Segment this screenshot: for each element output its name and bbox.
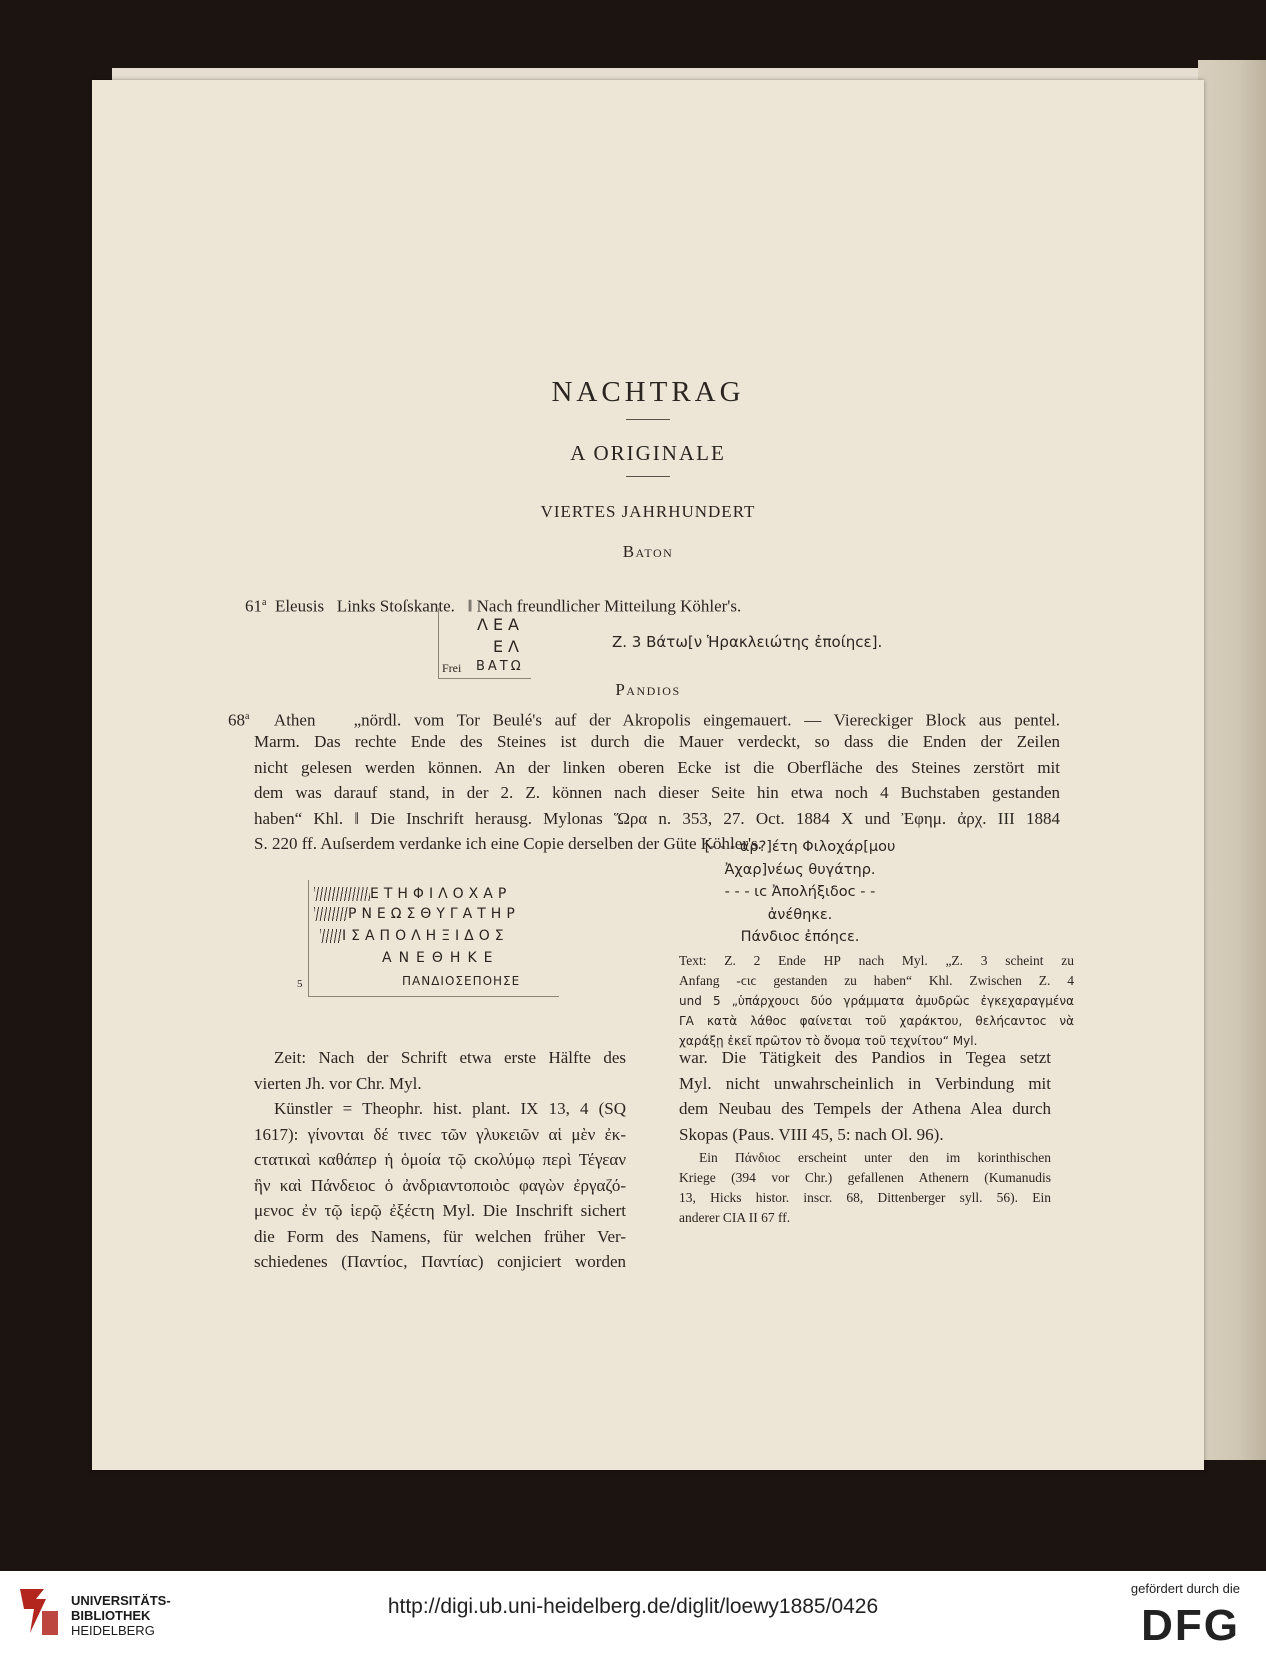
entry-line: Eleusis Links Stoſskante. ‖ Nach freundlicher Mitteilung Köhler's. xyxy=(274,596,742,616)
frei-label: Frei xyxy=(442,661,462,675)
footnote-line: Kriege (394 vor Chr.) gefallenen Athenern (Kumanudis xyxy=(679,1170,1051,1185)
col-line: vierten Jh. vor Chr. Myl. xyxy=(254,1073,422,1093)
title-rule xyxy=(626,419,670,420)
apparatus-line: χαράξῃ ἐκεῖ πρῶτον τὸ ὄνομα τοῦ τεχνίτου“ Myl. xyxy=(679,1034,978,1048)
entry-68a-body xyxy=(254,729,1060,857)
footnote-line: Ein Πάνδιοϲ erscheint unter den im korinthischen xyxy=(699,1150,1051,1165)
logo-line: BIBLIOTHEK xyxy=(71,1608,151,1623)
page-title: NACHTRAG xyxy=(551,376,745,408)
logo-line: HEIDELBERG xyxy=(71,1623,155,1638)
logo-line: UNIVERSITÄTS- xyxy=(71,1593,171,1608)
reading-line: Πάνδιοϲ ἐπόηϲε. xyxy=(740,929,860,945)
left-column xyxy=(254,1045,626,1275)
col-line: schiedenes (Παντίοϲ, Παντίαϲ) conjiciert worden xyxy=(254,1252,626,1271)
col-line: μενοϲ ἐν τῷ ἱερῷ ἐξέϲτη Myl. Die Inschrift sichert xyxy=(254,1201,626,1220)
text-apparatus xyxy=(679,951,1074,1051)
col-line: die Form des Namens, für welchen früher Ver- xyxy=(254,1226,626,1246)
pandios-reading xyxy=(692,836,908,949)
col-line: ἣν καὶ Πάνδειοϲ ὁ ἀνδριαντοποιὸϲ φαγὼν ἐργαζό- xyxy=(254,1175,626,1195)
baton-reading: Z. 3 Βάτω[ν Ἡρακλειώτης ἐποίηϲε]. xyxy=(612,633,883,651)
section-subtitle: A ORIGINALE xyxy=(570,441,726,465)
apparatus-line: und 5 „ὑπάρχουϲι δύο γράμματα ἀμυδρῶϲ ἐγκεχαραγμένα xyxy=(679,994,1074,1008)
col-line: ϲτατικαὶ καθάπερ ἡ ὁμοία τῷ ϲκολύμῳ περὶ Τέγεαν xyxy=(254,1150,626,1169)
insc-row-5: ΠΑΝΔΙΟΣΕΠΟΗΣΕ xyxy=(402,974,521,988)
right-column xyxy=(679,1045,1051,1147)
reading-line: [- - - αρ?]έτη Φιλοχάρ[μου xyxy=(704,839,896,855)
reading-line: - - - ιϲ Ἀπολήξιδοϲ - - xyxy=(724,884,876,900)
viewer-footer xyxy=(0,1571,1266,1663)
footnote-line: anderer CIA II 67 ff. xyxy=(679,1210,791,1225)
reading-line: ἀνέθηκε. xyxy=(767,906,833,923)
col-line: Zeit: Nach der Schrift etwa erste Hälfte des xyxy=(274,1048,626,1067)
para-line: dem was darauf stand, in der 2. Z. können nach dieser Seite hin etwa noch 4 Buchstaben gestanden xyxy=(254,783,1060,802)
col-line: war. Die Tätigkeit des Pandios in Tegea setzt xyxy=(679,1048,1051,1067)
para-line: haben“ Khl. ‖ Die Inschrift herausg. Mylonas Ὥρα n. 353, 27. Oct. 1884 Χ und Ἐφημ. ἀρχ. III 1884 xyxy=(254,808,1060,828)
entry-sup: a xyxy=(245,711,250,722)
subtitle-rule xyxy=(626,476,670,477)
para-line: nicht gelesen werden können. An der linken oberen Ecke ist die Oberfläche des Steines zerstört mit xyxy=(254,757,1060,777)
insc-line-1: ΛΕΑ xyxy=(477,615,524,634)
col-line: Künstler = Theophr. hist. plant. IX 13, 4 (SQ xyxy=(274,1099,626,1118)
insc-row-1: ΕΤΗΦΙΛΟΧΑΡ xyxy=(314,886,511,902)
col-line: Myl. nicht unwahrscheinlich in Verbindung mit xyxy=(679,1073,1051,1093)
col-line: Skopas (Paus. VIII 45, 5: nach Ol. 96). xyxy=(679,1124,944,1144)
page-url-link[interactable]: http://digi.ub.uni-heidelberg.de/diglit/loewy1885/0426 xyxy=(387,1595,879,1618)
funding-note: gefördert durch die xyxy=(1130,1581,1240,1596)
book-page xyxy=(92,80,1204,1470)
insc-row-4: ΑΝΕΘΗΚΕ xyxy=(382,950,500,966)
para-line: Marm. Das rechte Ende des Steines ist durch die Mauer verdeckt, so dass die Enden der Zeilen xyxy=(254,732,1060,751)
line-number-5: 5 xyxy=(297,978,303,990)
entry-number: 61 xyxy=(245,596,262,616)
para-line: S. 220 ff. Auſserdem verdanke ich eine Copie derselben der Güte Köhler's. xyxy=(254,834,762,853)
page-stack-edge xyxy=(1198,60,1266,1460)
pandios-heading: Pandios xyxy=(615,680,681,699)
col-line: 1617): γίνονται δέ τινεϲ τῶν γλυκειῶν αἱ μὲν ἐκ- xyxy=(254,1124,626,1144)
para-line: Athen „nördl. vom Tor Beulé's auf der Akropolis eingemauert. — Viereckiger Block aus pentel. xyxy=(273,710,1060,730)
entry-sup: a xyxy=(262,596,267,608)
footnote xyxy=(679,1148,1051,1228)
apparatus-line: Anfang -ϲιϲ gestanden zu haben“ Khl. Zwischen Z. 4 xyxy=(679,973,1074,988)
baton-heading: Baton xyxy=(622,542,674,561)
apparatus-line: Text: Z. 2 Ende ΗΡ nach Myl. „Z. 3 scheint zu xyxy=(679,953,1074,968)
reading-line: Ἀχαρ]νέως θυγάτηρ. xyxy=(724,861,876,878)
footnote-line: 13, Hicks histor. inscr. 68, Dittenberger syll. 56). Ein xyxy=(679,1190,1051,1205)
dfg-logo: DFG xyxy=(1141,1601,1240,1650)
period-heading: VIERTES JAHRHUNDERT xyxy=(540,502,756,521)
insc-row-3: ΙΣΑΠΟΛΗΞΙΔΟΣ xyxy=(314,928,509,944)
insc-row-2: ΡΝΕΩΣΘΥΓΑΤΗΡ xyxy=(314,906,520,922)
entry-number: 68 xyxy=(228,710,245,730)
apparatus-line: ΓΑ κατὰ λάθοϲ φαίνεται τοῦ χαράκτου, θελήϲαντοϲ νὰ xyxy=(679,1014,1074,1028)
insc-line-3: ΒΑΤΩ xyxy=(476,659,524,674)
col-line: dem Neubau des Tempels der Athena Alea durch xyxy=(679,1099,1051,1118)
insc-line-2: ΕΛ xyxy=(492,637,524,656)
